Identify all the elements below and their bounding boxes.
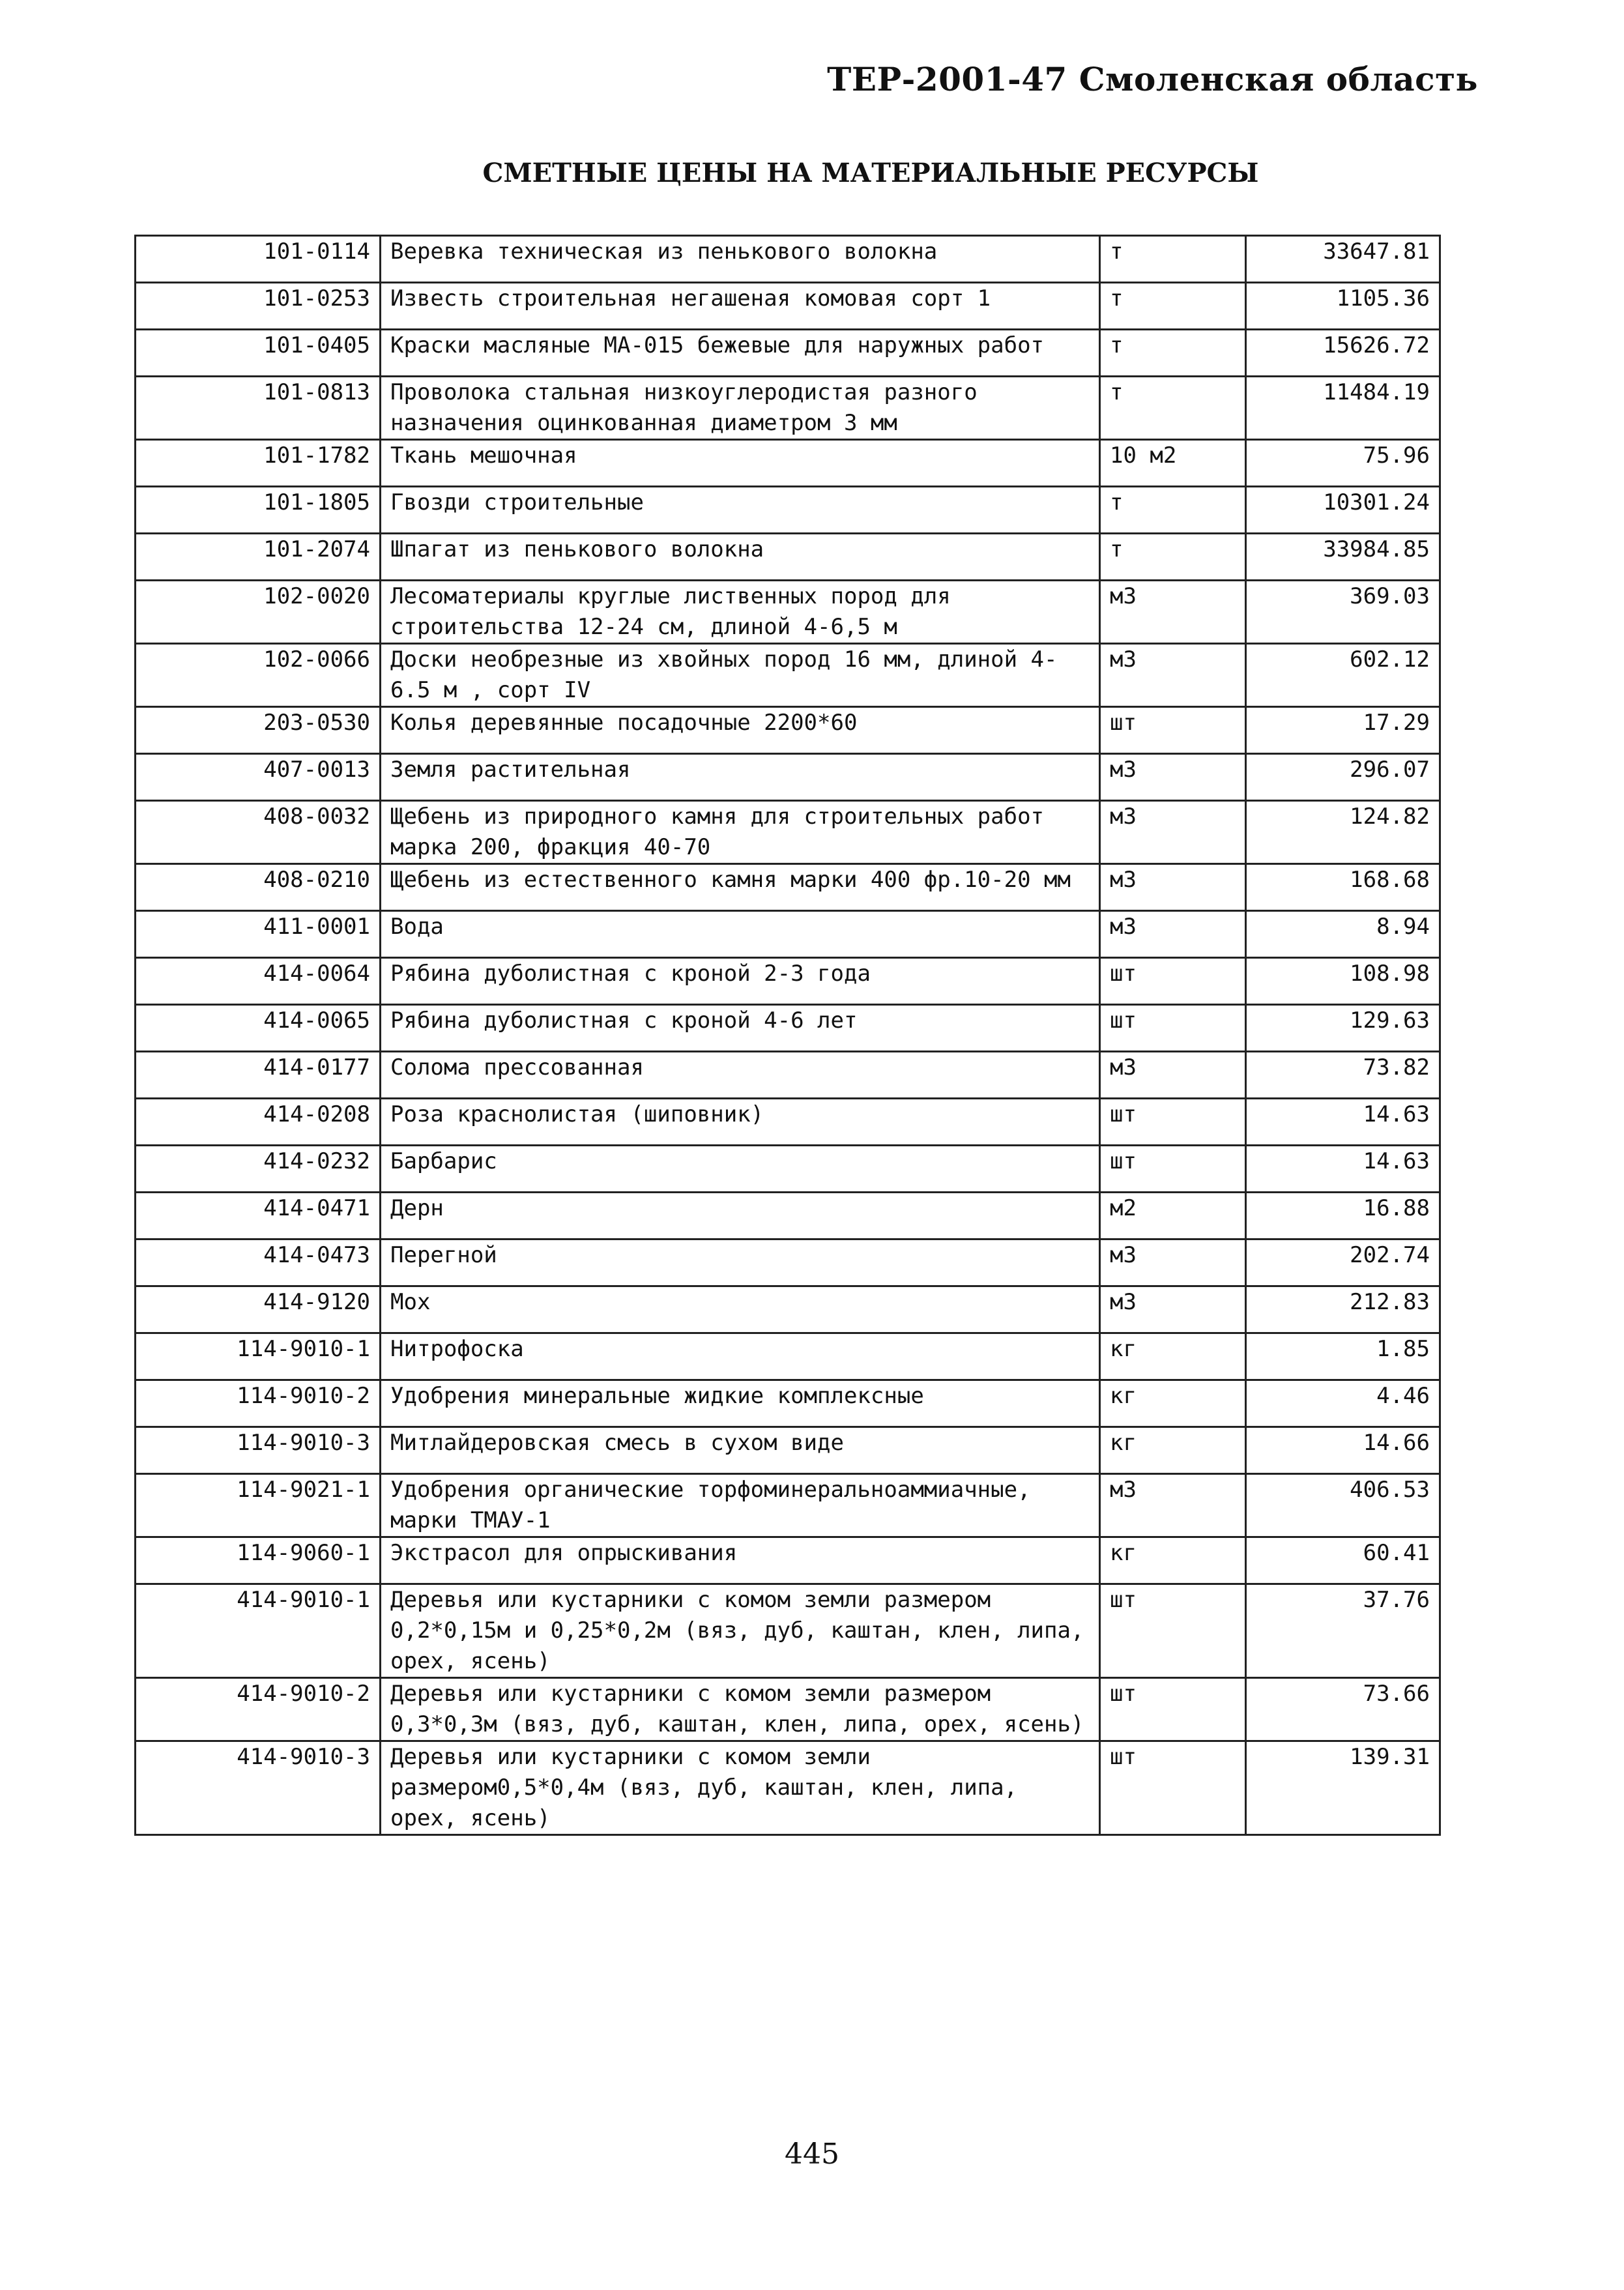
material-code: 114-9060-1: [136, 1537, 381, 1584]
material-name: Известь строительная негашеная комовая сорт 1: [381, 283, 1100, 330]
material-unit: кг: [1100, 1427, 1246, 1474]
material-price: 139.31: [1246, 1741, 1440, 1835]
material-unit: шт: [1100, 958, 1246, 1005]
material-name: Удобрения органические торфоминеральноаммиачные, марки ТМАУ-1: [381, 1474, 1100, 1537]
material-code: 411-0001: [136, 911, 381, 958]
material-unit: м3: [1100, 644, 1246, 707]
material-code: 414-0232: [136, 1146, 381, 1193]
table-row: [136, 1286, 1440, 1333]
material-name: Экстрасол для опрыскивания: [381, 1537, 1100, 1584]
material-unit: шт: [1100, 1146, 1246, 1193]
material-price: 129.63: [1246, 1005, 1440, 1052]
table-row: [136, 1584, 1440, 1678]
material-code: 414-0177: [136, 1052, 381, 1099]
material-name: Деревья или кустарники с комом земли размером 0,3*0,3м (вяз, дуб, каштан, клен, липа, орех, ясень): [381, 1678, 1100, 1741]
document-subtitle: СМЕТНЫЕ ЦЕНЫ НА МАТЕРИАЛЬНЫЕ РЕСУРСЫ: [482, 158, 1259, 188]
material-price: 17.29: [1246, 707, 1440, 754]
material-name: Краски масляные МА-015 бежевые для наружных работ: [381, 330, 1100, 377]
table-row: [136, 330, 1440, 377]
material-unit: т: [1100, 236, 1246, 283]
table-row: [136, 534, 1440, 581]
material-price: 212.83: [1246, 1286, 1440, 1333]
material-code: 101-0813: [136, 377, 381, 440]
material-name: Перегной: [381, 1239, 1100, 1286]
material-code: 114-9010-3: [136, 1427, 381, 1474]
page-number: 445: [785, 2138, 839, 2171]
material-code: 114-9010-2: [136, 1380, 381, 1427]
material-unit: шт: [1100, 707, 1246, 754]
table-row: [136, 1005, 1440, 1052]
material-price: 296.07: [1246, 754, 1440, 801]
material-code: 101-2074: [136, 534, 381, 581]
table-row: [136, 377, 1440, 440]
table-row: [136, 283, 1440, 330]
page-header-title: ТЕР-2001-47 Смоленская область: [827, 60, 1478, 98]
material-code: 101-1782: [136, 440, 381, 487]
material-code: 203-0530: [136, 707, 381, 754]
material-code: 101-0253: [136, 283, 381, 330]
table-row: [136, 864, 1440, 911]
material-unit: шт: [1100, 1005, 1246, 1052]
material-price: 406.53: [1246, 1474, 1440, 1537]
material-unit: м3: [1100, 1052, 1246, 1099]
material-code: 114-9021-1: [136, 1474, 381, 1537]
material-price: 8.94: [1246, 911, 1440, 958]
material-price: 33984.85: [1246, 534, 1440, 581]
table-row: [136, 911, 1440, 958]
material-price: 202.74: [1246, 1239, 1440, 1286]
table-row: [136, 1099, 1440, 1146]
material-price: 369.03: [1246, 581, 1440, 644]
material-name: Шпагат из пенькового волокна: [381, 534, 1100, 581]
material-price: 15626.72: [1246, 330, 1440, 377]
material-price: 602.12: [1246, 644, 1440, 707]
material-price-table: [134, 235, 1441, 1836]
material-code: 101-1805: [136, 487, 381, 534]
material-unit: 10 м2: [1100, 440, 1246, 487]
material-unit: т: [1100, 330, 1246, 377]
material-name: Земля растительная: [381, 754, 1100, 801]
material-name: Гвозди строительные: [381, 487, 1100, 534]
material-price: 108.98: [1246, 958, 1440, 1005]
material-price: 16.88: [1246, 1193, 1440, 1239]
material-code: 414-9120: [136, 1286, 381, 1333]
material-name: Щебень из природного камня для строительных работ марка 200, фракция 40-70: [381, 801, 1100, 864]
material-code: 114-9010-1: [136, 1333, 381, 1380]
material-name: Колья деревянные посадочные 2200*60: [381, 707, 1100, 754]
table-row: [136, 801, 1440, 864]
material-name: Ткань мешочная: [381, 440, 1100, 487]
material-name: Мох: [381, 1286, 1100, 1333]
material-name: Солома прессованная: [381, 1052, 1100, 1099]
material-unit: м3: [1100, 1474, 1246, 1537]
material-price: 33647.81: [1246, 236, 1440, 283]
material-name: Удобрения минеральные жидкие комплексные: [381, 1380, 1100, 1427]
material-unit: кг: [1100, 1537, 1246, 1584]
material-price: 73.66: [1246, 1678, 1440, 1741]
material-unit: м3: [1100, 801, 1246, 864]
material-name: Рябина дуболистная с кроной 2-3 года: [381, 958, 1100, 1005]
material-price: 37.76: [1246, 1584, 1440, 1678]
material-code: 414-0065: [136, 1005, 381, 1052]
material-name: Проволока стальная низкоуглеродистая разного назначения оцинкованная диаметром 3 мм: [381, 377, 1100, 440]
price-table-body: [136, 236, 1440, 1835]
material-unit: м3: [1100, 911, 1246, 958]
material-name: Деревья или кустарники с комом земли размером 0,2*0,15м и 0,25*0,2м (вяз, дуб, каштан, клен, липа, орех, ясень): [381, 1584, 1100, 1678]
material-name: Митлайдеровская смесь в сухом виде: [381, 1427, 1100, 1474]
material-name: Доски необрезные из хвойных пород 16 мм, длиной 4-6.5 м , сорт IV: [381, 644, 1100, 707]
material-code: 414-0064: [136, 958, 381, 1005]
material-code: 414-0471: [136, 1193, 381, 1239]
material-code: 414-9010-3: [136, 1741, 381, 1835]
material-code: 408-0032: [136, 801, 381, 864]
material-unit: м3: [1100, 1286, 1246, 1333]
material-name: Лесоматериалы круглые лиственных пород для строительства 12-24 см, длиной 4-6,5 м: [381, 581, 1100, 644]
material-price: 4.46: [1246, 1380, 1440, 1427]
table-row: [136, 1193, 1440, 1239]
material-price: 1105.36: [1246, 283, 1440, 330]
material-price: 73.82: [1246, 1052, 1440, 1099]
material-name: Щебень из естественного камня марки 400 фр.10-20 мм: [381, 864, 1100, 911]
material-name: Барбарис: [381, 1146, 1100, 1193]
table-row: [136, 1239, 1440, 1286]
table-row: [136, 1474, 1440, 1537]
material-price: 124.82: [1246, 801, 1440, 864]
material-unit: шт: [1100, 1741, 1246, 1835]
material-unit: м3: [1100, 581, 1246, 644]
material-unit: кг: [1100, 1333, 1246, 1380]
table-row: [136, 707, 1440, 754]
material-name: Нитрофоска: [381, 1333, 1100, 1380]
material-unit: м3: [1100, 1239, 1246, 1286]
material-name: Роза краснолистая (шиповник): [381, 1099, 1100, 1146]
material-unit: м3: [1100, 864, 1246, 911]
table-row: [136, 1427, 1440, 1474]
material-price: 168.68: [1246, 864, 1440, 911]
material-unit: т: [1100, 377, 1246, 440]
table-row: [136, 644, 1440, 707]
material-price: 14.63: [1246, 1146, 1440, 1193]
table-row: [136, 1146, 1440, 1193]
table-row: [136, 1741, 1440, 1835]
material-unit: м3: [1100, 754, 1246, 801]
material-price: 1.85: [1246, 1333, 1440, 1380]
table-row: [136, 958, 1440, 1005]
material-name: Рябина дуболистная с кроной 4-6 лет: [381, 1005, 1100, 1052]
table-row: [136, 754, 1440, 801]
material-price: 75.96: [1246, 440, 1440, 487]
table-row: [136, 440, 1440, 487]
material-unit: шт: [1100, 1099, 1246, 1146]
material-code: 101-0405: [136, 330, 381, 377]
table-row: [136, 1678, 1440, 1741]
material-price: 11484.19: [1246, 377, 1440, 440]
material-unit: т: [1100, 283, 1246, 330]
table-row: [136, 236, 1440, 283]
material-name: Вода: [381, 911, 1100, 958]
material-code: 101-0114: [136, 236, 381, 283]
material-unit: кг: [1100, 1380, 1246, 1427]
material-code: 414-0208: [136, 1099, 381, 1146]
material-code: 102-0066: [136, 644, 381, 707]
material-name: Дерн: [381, 1193, 1100, 1239]
material-price: 60.41: [1246, 1537, 1440, 1584]
table-row: [136, 487, 1440, 534]
material-code: 414-0473: [136, 1239, 381, 1286]
material-price: 14.63: [1246, 1099, 1440, 1146]
material-unit: т: [1100, 487, 1246, 534]
material-unit: т: [1100, 534, 1246, 581]
material-unit: шт: [1100, 1678, 1246, 1741]
material-unit: шт: [1100, 1584, 1246, 1678]
material-code: 414-9010-1: [136, 1584, 381, 1678]
table-row: [136, 1052, 1440, 1099]
material-price: 14.66: [1246, 1427, 1440, 1474]
material-code: 408-0210: [136, 864, 381, 911]
material-unit: м2: [1100, 1193, 1246, 1239]
table-row: [136, 1333, 1440, 1380]
material-price: 10301.24: [1246, 487, 1440, 534]
table-row: [136, 1380, 1440, 1427]
material-code: 414-9010-2: [136, 1678, 381, 1741]
material-name: Веревка техническая из пенькового волокна: [381, 236, 1100, 283]
table-row: [136, 581, 1440, 644]
material-name: Деревья или кустарники с комом земли размером0,5*0,4м (вяз, дуб, каштан, клен, липа, орех, ясень): [381, 1741, 1100, 1835]
table-row: [136, 1537, 1440, 1584]
material-code: 407-0013: [136, 754, 381, 801]
material-code: 102-0020: [136, 581, 381, 644]
